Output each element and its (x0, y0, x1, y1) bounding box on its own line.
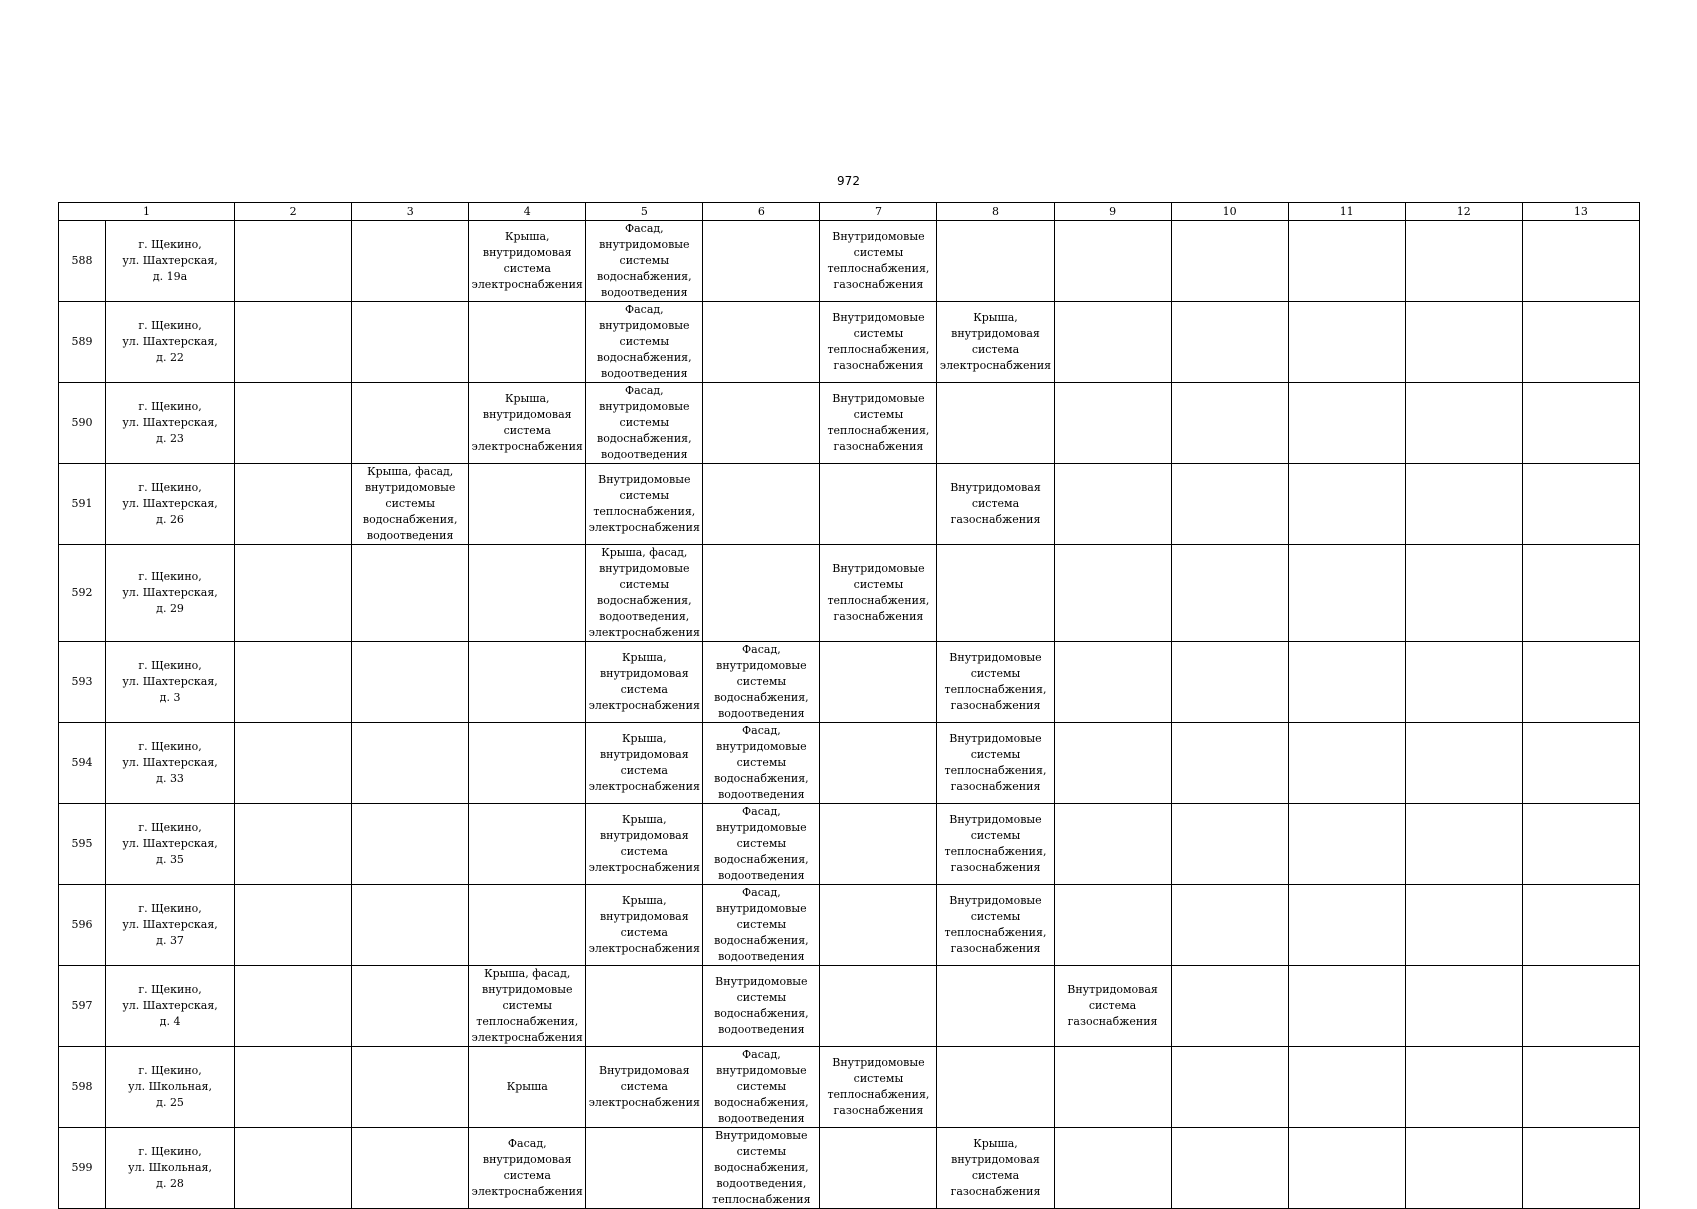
address-text: г. Щекино, ул. Шахтерская, д. 3 (122, 659, 218, 704)
row-number-cell: 596 (59, 885, 106, 966)
work-type-cell-col-13 (1522, 723, 1639, 804)
work-type-cell-col-7 (820, 464, 937, 545)
work-type-cell-col-6 (703, 464, 820, 545)
work-type-cell-col-13 (1522, 1047, 1639, 1128)
work-type-cell-col-10 (1171, 302, 1288, 383)
work-type-cell-col-2 (235, 723, 352, 804)
work-type-cell-col-4 (469, 1128, 586, 1209)
column-header: 13 (1522, 203, 1639, 221)
work-type-cell-col-7 (820, 804, 937, 885)
row-number-cell: 599 (59, 1128, 106, 1209)
work-type-cell-col-7 (820, 1047, 937, 1128)
work-type-cell-col-11 (1288, 1128, 1405, 1209)
work-type-cell-col-9 (1054, 723, 1171, 804)
work-type-text: Внутридомовая система газоснабжения (1067, 983, 1158, 1028)
work-type-cell-col-4 (469, 221, 586, 302)
work-type-cell-col-5 (586, 1128, 703, 1209)
work-type-text: Крыша, внутридомовая система электроснабжения (939, 311, 1052, 372)
work-type-cell-col-12 (1405, 1047, 1522, 1128)
work-type-cell-col-12 (1405, 383, 1522, 464)
work-type-cell-col-10 (1171, 383, 1288, 464)
table-row (59, 804, 1640, 885)
work-type-cell-col-6 (703, 383, 820, 464)
row-number-cell: 593 (59, 642, 106, 723)
work-type-text: Внутридомовые системы теплоснабжения, газоснабжения (827, 1056, 930, 1117)
work-type-text: Фасад, внутридомовые системы водоснабжения, водоотведения (597, 222, 692, 299)
work-type-cell-col-3 (352, 545, 469, 642)
work-type-cell-col-9 (1054, 642, 1171, 723)
work-type-cell-col-5 (586, 804, 703, 885)
work-type-cell-col-8 (937, 545, 1054, 642)
work-type-cell-col-11 (1288, 545, 1405, 642)
work-type-cell-col-3 (352, 642, 469, 723)
work-type-cell-col-2 (235, 804, 352, 885)
work-type-cell-col-6 (703, 302, 820, 383)
work-type-cell-col-11 (1288, 464, 1405, 545)
work-type-text: Внутридомовые системы водоснабжения, водоотведения (714, 975, 809, 1036)
work-type-cell-col-7 (820, 966, 937, 1047)
work-type-text: Внутридомовые системы теплоснабжения, газоснабжения (944, 732, 1047, 793)
row-number-cell: 592 (59, 545, 106, 642)
work-type-cell-col-10 (1171, 642, 1288, 723)
address-cell (106, 302, 235, 383)
work-type-cell-col-8 (937, 885, 1054, 966)
address-text: г. Щекино, ул. Шахтерская, д. 35 (122, 821, 218, 866)
column-header: 5 (586, 203, 703, 221)
work-type-cell-col-4 (469, 1047, 586, 1128)
work-type-cell-col-2 (235, 383, 352, 464)
work-type-cell-col-11 (1288, 1047, 1405, 1128)
work-type-cell-col-7 (820, 545, 937, 642)
work-type-cell-col-12 (1405, 221, 1522, 302)
address-text: г. Щекино, ул. Шахтерская, д. 33 (122, 740, 218, 785)
table-row (59, 302, 1640, 383)
page-number: 972 (837, 174, 860, 188)
work-type-text: Фасад, внутридомовые системы водоснабжения, водоотведения (597, 384, 692, 461)
column-header: 8 (937, 203, 1054, 221)
repair-schedule-table (58, 202, 1640, 1209)
address-cell (106, 1047, 235, 1128)
work-type-cell-col-5 (586, 221, 703, 302)
work-type-cell-col-10 (1171, 723, 1288, 804)
work-type-cell-col-9 (1054, 1128, 1171, 1209)
work-type-cell-col-9 (1054, 966, 1171, 1047)
work-type-cell-col-13 (1522, 221, 1639, 302)
work-type-text: Крыша, фасад, внутридомовые системы водоснабжения, водоотведения (362, 465, 458, 542)
work-type-text: Фасад, внутридомовые системы водоснабжения, водоотведения (714, 886, 809, 963)
work-type-text: Крыша, внутридомовая система электроснабжения (588, 651, 700, 712)
work-type-text: Крыша, фасад, внутридомовые системы теплоснабжения, электроснабжения (471, 967, 583, 1044)
table-row (59, 545, 1640, 642)
work-type-text: Фасад, внутридомовые системы водоснабжения, водоотведения (714, 805, 809, 882)
table-body (59, 221, 1640, 1209)
work-type-cell-col-8 (937, 1128, 1054, 1209)
address-text: г. Щекино, ул. Шахтерская, д. 23 (122, 400, 218, 445)
work-type-cell-col-3 (352, 966, 469, 1047)
column-header: 1 (59, 203, 235, 221)
work-type-text: Внутридомовые системы теплоснабжения, электроснабжения (588, 473, 700, 534)
work-type-cell-col-11 (1288, 302, 1405, 383)
address-text: г. Щекино, ул. Шахтерская, д. 26 (122, 481, 218, 526)
work-type-cell-col-7 (820, 302, 937, 383)
work-type-text: Внутридомовая система газоснабжения (950, 481, 1041, 526)
column-number-header-row (59, 203, 1640, 221)
work-type-cell-col-8 (937, 383, 1054, 464)
work-type-cell-col-7 (820, 221, 937, 302)
work-type-cell-col-8 (937, 804, 1054, 885)
work-type-cell-col-3 (352, 885, 469, 966)
work-type-text: Внутридомовая система электроснабжения (588, 1064, 700, 1109)
work-type-cell-col-9 (1054, 1047, 1171, 1128)
work-type-cell-col-2 (235, 1128, 352, 1209)
work-type-cell-col-7 (820, 885, 937, 966)
work-type-cell-col-8 (937, 966, 1054, 1047)
work-type-text: Внутридомовые системы теплоснабжения, газоснабжения (827, 392, 930, 453)
work-type-cell-col-11 (1288, 966, 1405, 1047)
work-type-text: Крыша, фасад, внутридомовые системы водоснабжения, водоотведения, электроснабжения (588, 546, 700, 639)
address-cell (106, 383, 235, 464)
work-type-text: Крыша, внутридомовая система электроснабжения (588, 894, 700, 955)
row-number-cell: 588 (59, 221, 106, 302)
work-type-text: Крыша, внутридомовая система газоснабжения (950, 1137, 1041, 1198)
work-type-cell-col-11 (1288, 383, 1405, 464)
work-type-text: Фасад, внутридомовые системы водоснабжения, водоотведения (714, 1048, 809, 1125)
table-row (59, 1128, 1640, 1209)
work-type-cell-col-4 (469, 545, 586, 642)
work-type-cell-col-4 (469, 302, 586, 383)
address-text: г. Щекино, ул. Шахтерская, д. 29 (122, 570, 218, 615)
address-cell (106, 966, 235, 1047)
work-type-cell-col-2 (235, 885, 352, 966)
work-type-cell-col-6 (703, 1128, 820, 1209)
work-type-cell-col-9 (1054, 464, 1171, 545)
work-type-cell-col-12 (1405, 804, 1522, 885)
table-row (59, 885, 1640, 966)
work-type-cell-col-6 (703, 723, 820, 804)
work-type-cell-col-12 (1405, 885, 1522, 966)
work-type-text: Фасад, внутридомовые системы водоснабжения, водоотведения (714, 724, 809, 801)
address-text: г. Щекино, ул. Шахтерская, д. 37 (122, 902, 218, 947)
row-number-cell: 598 (59, 1047, 106, 1128)
work-type-cell-col-13 (1522, 545, 1639, 642)
column-header: 7 (820, 203, 937, 221)
work-type-cell-col-12 (1405, 723, 1522, 804)
table-row (59, 642, 1640, 723)
work-type-cell-col-7 (820, 1128, 937, 1209)
work-type-cell-col-4 (469, 804, 586, 885)
work-type-cell-col-11 (1288, 804, 1405, 885)
work-type-cell-col-12 (1405, 545, 1522, 642)
work-type-cell-col-6 (703, 804, 820, 885)
work-type-cell-col-11 (1288, 221, 1405, 302)
work-type-text: Внутридомовые системы теплоснабжения, газоснабжения (944, 894, 1047, 955)
work-type-cell-col-4 (469, 642, 586, 723)
work-type-cell-col-6 (703, 642, 820, 723)
work-type-cell-col-13 (1522, 804, 1639, 885)
work-type-cell-col-5 (586, 383, 703, 464)
column-header: 9 (1054, 203, 1171, 221)
work-type-text: Фасад, внутридомовая система электроснабжения (471, 1137, 583, 1198)
address-text: г. Щекино, ул. Шахтерская, д. 4 (122, 983, 218, 1028)
work-type-cell-col-13 (1522, 1128, 1639, 1209)
row-number-cell: 597 (59, 966, 106, 1047)
work-type-cell-col-6 (703, 545, 820, 642)
work-type-cell-col-9 (1054, 545, 1171, 642)
work-type-text: Крыша, внутридомовая система электроснабжения (588, 813, 700, 874)
work-type-cell-col-11 (1288, 642, 1405, 723)
work-type-cell-col-2 (235, 966, 352, 1047)
address-text: г. Щекино, ул. Школьная, д. 28 (128, 1145, 212, 1190)
work-type-cell-col-12 (1405, 642, 1522, 723)
work-type-cell-col-13 (1522, 383, 1639, 464)
work-type-cell-col-13 (1522, 302, 1639, 383)
work-type-cell-col-10 (1171, 1047, 1288, 1128)
work-type-text: Внутридомовые системы теплоснабжения, газоснабжения (827, 230, 930, 291)
work-type-cell-col-10 (1171, 221, 1288, 302)
work-type-cell-col-11 (1288, 885, 1405, 966)
column-header: 10 (1171, 203, 1288, 221)
work-type-text: Внутридомовые системы теплоснабжения, газоснабжения (944, 651, 1047, 712)
column-header: 4 (469, 203, 586, 221)
work-type-cell-col-10 (1171, 966, 1288, 1047)
column-header: 3 (352, 203, 469, 221)
row-number-cell: 589 (59, 302, 106, 383)
work-type-cell-col-12 (1405, 302, 1522, 383)
column-header: 6 (703, 203, 820, 221)
work-type-cell-col-4 (469, 464, 586, 545)
address-cell (106, 885, 235, 966)
work-type-cell-col-9 (1054, 221, 1171, 302)
address-cell (106, 723, 235, 804)
table-row (59, 464, 1640, 545)
work-type-cell-col-9 (1054, 383, 1171, 464)
work-type-cell-col-9 (1054, 885, 1171, 966)
work-type-cell-col-9 (1054, 804, 1171, 885)
row-number-cell: 591 (59, 464, 106, 545)
work-type-cell-col-5 (586, 545, 703, 642)
work-type-cell-col-2 (235, 302, 352, 383)
work-type-text: Крыша, внутридомовая система электроснабжения (588, 732, 700, 793)
table-row (59, 966, 1640, 1047)
row-number-cell: 595 (59, 804, 106, 885)
work-type-cell-col-3 (352, 383, 469, 464)
work-type-cell-col-11 (1288, 723, 1405, 804)
work-type-cell-col-8 (937, 642, 1054, 723)
work-type-cell-col-12 (1405, 1128, 1522, 1209)
work-type-cell-col-2 (235, 642, 352, 723)
work-type-cell-col-10 (1171, 885, 1288, 966)
work-type-cell-col-8 (937, 464, 1054, 545)
work-type-cell-col-6 (703, 966, 820, 1047)
address-cell (106, 464, 235, 545)
work-type-cell-col-10 (1171, 545, 1288, 642)
work-type-cell-col-3 (352, 464, 469, 545)
work-type-cell-col-8 (937, 221, 1054, 302)
address-cell (106, 1128, 235, 1209)
work-type-cell-col-5 (586, 302, 703, 383)
work-type-cell-col-6 (703, 221, 820, 302)
column-header: 2 (235, 203, 352, 221)
column-header: 11 (1288, 203, 1405, 221)
work-type-cell-col-6 (703, 885, 820, 966)
address-cell (106, 804, 235, 885)
work-type-cell-col-2 (235, 545, 352, 642)
work-type-cell-col-5 (586, 885, 703, 966)
row-number-cell: 590 (59, 383, 106, 464)
work-type-cell-col-4 (469, 885, 586, 966)
work-type-cell-col-3 (352, 1128, 469, 1209)
work-type-text: Внутридомовые системы водоснабжения, водоотведения, теплоснабжения (712, 1129, 811, 1206)
work-type-cell-col-13 (1522, 464, 1639, 545)
work-type-cell-col-5 (586, 966, 703, 1047)
work-type-cell-col-5 (586, 723, 703, 804)
work-type-cell-col-5 (586, 1047, 703, 1128)
address-text: г. Щекино, ул. Шахтерская, д. 19а (122, 238, 218, 283)
work-type-cell-col-8 (937, 1047, 1054, 1128)
work-type-text: Внутридомовые системы теплоснабжения, газоснабжения (944, 813, 1047, 874)
table-row (59, 383, 1640, 464)
address-cell (106, 221, 235, 302)
table-row (59, 1047, 1640, 1128)
work-type-text: Внутридомовые системы теплоснабжения, газоснабжения (827, 311, 930, 372)
work-type-cell-col-7 (820, 723, 937, 804)
work-type-cell-col-7 (820, 642, 937, 723)
work-type-cell-col-13 (1522, 885, 1639, 966)
work-type-cell-col-4 (469, 723, 586, 804)
work-type-cell-col-7 (820, 383, 937, 464)
work-type-cell-col-5 (586, 642, 703, 723)
work-type-cell-col-10 (1171, 464, 1288, 545)
work-type-cell-col-3 (352, 1047, 469, 1128)
work-type-cell-col-3 (352, 221, 469, 302)
work-type-text: Фасад, внутридомовые системы водоснабжения, водоотведения (597, 303, 692, 380)
work-type-text: Фасад, внутридомовые системы водоснабжения, водоотведения (714, 643, 809, 720)
work-type-cell-col-10 (1171, 1128, 1288, 1209)
work-type-cell-col-3 (352, 723, 469, 804)
address-text: г. Щекино, ул. Школьная, д. 25 (128, 1064, 212, 1109)
work-type-text: Крыша, внутридомовая система электроснабжения (471, 230, 583, 291)
work-type-cell-col-13 (1522, 642, 1639, 723)
work-type-cell-col-12 (1405, 966, 1522, 1047)
work-type-cell-col-9 (1054, 302, 1171, 383)
table-row (59, 221, 1640, 302)
address-cell (106, 545, 235, 642)
work-type-cell-col-8 (937, 723, 1054, 804)
address-text: г. Щекино, ул. Шахтерская, д. 22 (122, 319, 218, 364)
work-type-cell-col-2 (235, 464, 352, 545)
work-type-text: Крыша, внутридомовая система электроснабжения (471, 392, 583, 453)
work-type-cell-col-13 (1522, 966, 1639, 1047)
work-type-cell-col-8 (937, 302, 1054, 383)
work-type-cell-col-6 (703, 1047, 820, 1128)
work-type-text: Внутридомовые системы теплоснабжения, газоснабжения (827, 562, 930, 623)
work-type-cell-col-4 (469, 966, 586, 1047)
work-type-cell-col-2 (235, 1047, 352, 1128)
work-type-cell-col-12 (1405, 464, 1522, 545)
work-type-cell-col-2 (235, 221, 352, 302)
table-row (59, 723, 1640, 804)
column-header: 12 (1405, 203, 1522, 221)
work-type-cell-col-4 (469, 383, 586, 464)
address-cell (106, 642, 235, 723)
work-type-cell-col-10 (1171, 804, 1288, 885)
work-type-text: Крыша (506, 1080, 548, 1093)
row-number-cell: 594 (59, 723, 106, 804)
work-type-cell-col-5 (586, 464, 703, 545)
work-type-cell-col-3 (352, 804, 469, 885)
work-type-cell-col-3 (352, 302, 469, 383)
